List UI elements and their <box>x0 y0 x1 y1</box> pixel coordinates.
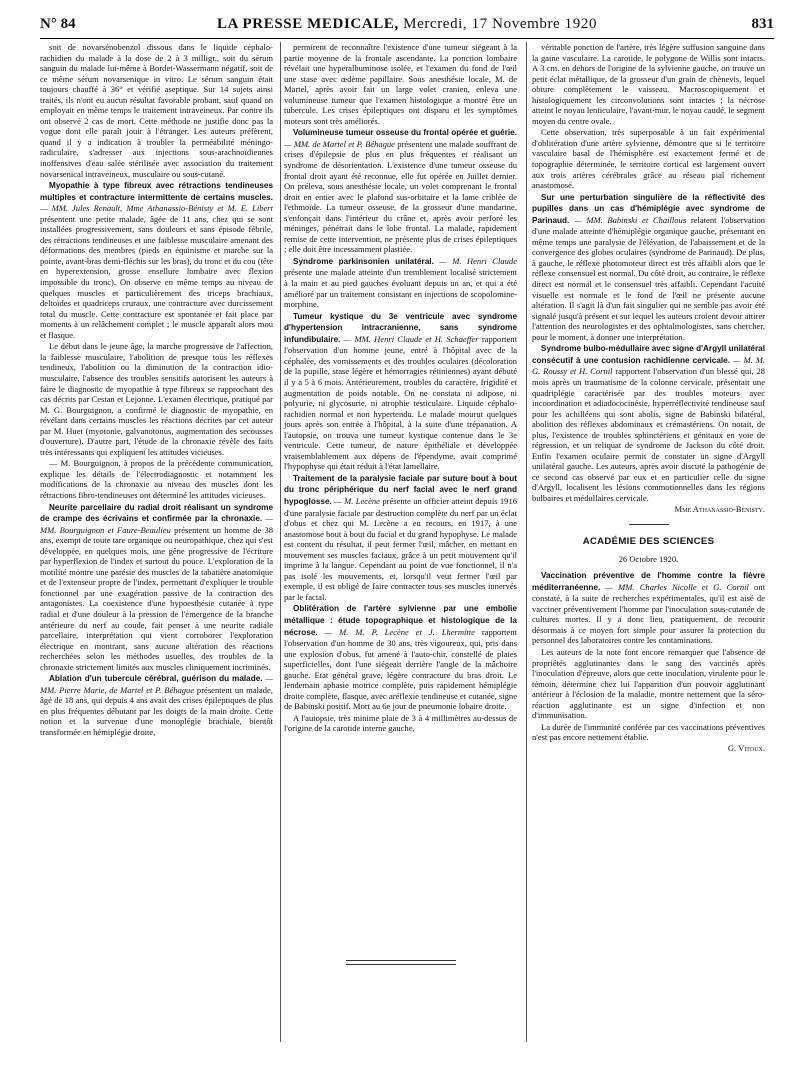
paragraph <box>284 311 517 472</box>
paragraph-text: présentent un homme de 38 ans, exempt de toute tare organique ou neuropathique, chez qui s'est développée, en quelques mois, une gêne progressive de l'écriture par hyperflexion de l'index et surtout du pouce. L'exploration de la motilité montre une parésie des muscles de la tabatière anatomique et de l'extenseur propre de l'index, permettant d'expliquer le trouble fonctionnel par une exagération passive de la contraction des antagonistes. La coexistence d'une hypoesthésie cutanée à type radial et d'une douleur à la pression de l'émergence de la branche antérieure du nerf au coude, fait penser à une neurite radiale parcellaire, interprétation qui vient corroborer l'exploration électrique en montrant, sans aucune altération des réactions recherchées selon les méthodes usuelles, des troubles de la chronaxie strictement limités aux muscles cliniquement incriminés. <box>40 524 273 672</box>
paragraph-text: permirent de reconnaître l'existence d'une tumeur siégeant à la partie moyenne de la frontale ascendante. La ponction lombaire révélait une hyperalbuminose isolée, et l'examen du fond de l'œil une stase avec œdème papillaire. Sous anesthésie locale, M. de Martel, après avoir fait un large volet cranien, enleva une volumineuse tumeur que l'examen histologique a montré être un tubercule. Les crises épileptiques ont disparu et les symptômes moteurs sont très améliorés. <box>284 42 517 126</box>
paragraph <box>40 458 273 500</box>
authors: — M. Lecène <box>331 495 380 506</box>
section-heading: ACADÉMIE DES SCIENCES <box>582 536 715 548</box>
authors: — MM. Pierre Marie, de Martel et P. Béhague <box>40 673 273 695</box>
paragraph <box>532 647 765 721</box>
paragraph-text: relatent l'observation d'une malade atteinte d'hémiplégie organique gauche, présentant en même temps une paralysie de l'élévation, de l'abaissement et de la convergence des globes oculaires (syndrome de Parinaud). De plus, à gauche, le réflexe photomoteur direct est très affaibli alors que le réflexe consensuel est normal. Du côté droit, au contraire, le réflexe direct est normal et le consensuel très affaibli. Cependant l'acuité visuelle est normale et le fond de l'œil ne présente aucune altération. Il s'agit là d'un fait singulier qui ne semble pas avoir été signalé jusqu'à présent et sur lequel les auteurs croient devoir attirer l'attention des neurologistes et des ophtalmologistes, sans chercher, pour le moment, à donner une interprétation. <box>532 214 765 342</box>
abstract-heading: Syndrome bulbo-médullaire avec signe d'Argyll unilatéral consécutif à une contusion rachidienne cervicale. <box>532 344 765 365</box>
paragraph-text: rapportent l'observation d'un blessé qui, 28 mois après un traumatisme de la colonne cervicale, présentait une quadriplégie caractérisée par des troubles moteurs avec incoordination et adiadococinésie, hyperréflectivité tendineuse sauf pour les achilléens qui sont abolis, signe de Babinski bilatéral, abolition des réflexes abdominaux et crémastériens. On notait, de plus, l'existence de troubles sphinctériens et génitaux en voie de régression, et un reliquat de syndrome de Jackson du côté droit. Enfin l'examen oculaire permit de constater un signe d'Argyll unilatéral gauche. Les auteurs, après avoir discuté la pathogénie de ce second cas observé par eux et en particulier celle du signe d'Argyll, localisent les lésions commotionnelles dans les régions bulbaires et médullaires cervicale. <box>532 366 765 503</box>
paragraph <box>284 42 517 126</box>
abstract-heading: Tumeur kystique du 3e ventricule avec syndrome d'hypertension intracranienne, sans syndrome infundibulaire. <box>284 311 517 344</box>
abstract-heading: Syndrome parkinsonien unilatéral. <box>293 256 434 266</box>
authors: — MM. Bourguignon et Faure-Beaulieu <box>40 513 273 535</box>
paragraph-text: Le début dans le jeune âge, la marche progressive de l'affection, la faiblesse musculaire, l'abolition de presque tous les réflexes tendineux, l'abolition ou la diminution de la contraction idio-musculaire, l'absence des troubles sensitifs autorisent les auteurs à faire le diagnostic de myopathie à type fibreux se rapprochant des cas décrits par Cestan et Lejonne. L'examen électrique, pratiqué par M. G. Bourguignon, a confirmé le diagnostic de myopathie, en révélant dans certains muscles les réactions décrites par cet auteur par M. Huet (myotonie, galvanotonus, augmentation des secousses d'ouverture). D'autre part, l'étude de la chronaxie révèle des faits très intéressants qui expliquent les attitudes vicieuses. <box>40 341 273 457</box>
paragraph <box>532 343 765 503</box>
abstract-heading: Volumineuse tumeur osseuse du frontal opérée et guérie. <box>293 128 517 138</box>
end-rule <box>346 964 456 965</box>
column-3-body <box>532 42 765 504</box>
paragraph-text: présente un officier atteint depuis 1916 d'une paralysie faciale par destruction complète du nerf par un éclat d'obus et chez qui M. Lecène a eu recours, en 1917, à une anastomose bout à bout du facial et du grand hypophyse. Le malade est content du résultat, il peut fermer l'œil, mâcher, en mettant en mouvement ses muscles faciaux, grâce à un petit mouvement qu'il imprime à la langue. Cependant au point de vue fonctionnel, il n'a pas isolé les mouvements, et, lorsqu'il veut fermer l'œil par exemple, il est obligé de faire contracter tous ses muscles innervés par le facial. <box>284 495 517 602</box>
academy-signature <box>532 743 765 754</box>
paragraph-text: Les auteurs de la note font encore remarquer que l'absence de propriétés agglutinantes dans le sang des vaccinés après l'inoculation d'épreuve, alors que cette inoculation, virulente pour le témoin, détermine chez lui l'apparition d'un pouvoir agglutinant antérieur à l'éclosion de la maladie, montre nettement que la séro-réaction agglutinante est un signe d'infection et non d'immunisation. <box>532 646 765 721</box>
paragraph-text: présentent un malade, âgé de 18 ans, qui depuis 4 ans avait des crises épileptiques de plus en plus fréquentes débutant par les doigts de la main droite. Cette notion et la survenue d'une monoplégie brachiale, bientôt transformée en hémiplégie droite, <box>40 684 273 737</box>
paragraph <box>40 180 273 340</box>
paragraph-text: soit de novarsénobenzol dissous dans le liquide céphalo-rachidien du malade à la dose de 2 à 3 milligr., soit du sérum sanguin du malade lui-même à Bordet-Wassermann négatif, soit de ce même sérum novarsenique in vitro. Le sérum sanguin était toujours chauffé à 36° et vérifié aseptique. Sur 14 sujets ainsi traités, ils n'ont eu aucun résultat favorable probant, sauf quand on employait en même temps le traitement intraveineux. Par contre ils ont observé 2 cas de mort. Cette méthode ne justifie donc pas la vogue dont elle paraît jouir à l'étranger. Les auteurs préfèrent, quand il y a indication à troubler la perméabilité méningo-radiculaire, s'adresser aux injections sous-arachnoïdiennes inoffensives d'eau salée stérilisée avec association du traitement novarsenical intraveineux, musculaire ou sous-cutané. <box>40 42 273 179</box>
header-rule <box>40 38 774 39</box>
authors: — M. Henri Claude <box>433 255 517 266</box>
end-rule <box>346 960 456 961</box>
paragraph-text: rapportent l'observation d'un homme jeune, entré à l'hôpital avec de la céphalée, des vomissements et des troubles oculaires (décoloration de la pupille, stase légère et hémorragies rétiniennes) ayant débuté il y a 5 à 6 mois. Antérieurement, troubles du caractère, frigidité et augmentation de poids notable. On ne constata ni adipose, ni polyurie, ni glycosurie, ni atrophie testiculaire. Liquide céphalo-rachidien normal et non hypertendu. Le malade mourut quelques jours après son entrée à l'hôpital, à la suite d'une trépanation. A l'autopsie, on trouva une tumeur kystique contenue dans le 3e ventricule. Cette tumeur, de nature épithéliale et développée vraisemblablement aux dépens de l'épendyme, avait comprimé l'hypophyse qui était réduit à l'état lamellaire. <box>284 333 517 472</box>
section-rule <box>629 524 669 525</box>
paragraph <box>284 713 517 734</box>
abstract-heading: Traitement de la paralysie faciale par suture bout à bout du tronc périphérique du nerf facial avec le nerf grand hypoglosse. <box>284 473 517 506</box>
paragraph-text: Cette observation, très superposable à un fait expérimental d'oblitération d'une artère sylvienne, démontre que si le territoire vasculaire basal de l'hémisphère est exactement fermé et de topographie déterminée, le territoire cortical est largement ouvert aux trois artères cérébrales grâce au réseau pial richement anastomosé. <box>532 127 765 191</box>
signature <box>532 504 765 515</box>
abstract-heading: Sur une perturbation singulière de la réflectivité des pupilles dans un cas d'hémiplégie avec syndrome de Parinaud. <box>532 192 765 225</box>
abstract-heading: Vaccination préventive de l'homme contre la fièvre méditerranéenne. <box>532 571 765 592</box>
paragraph <box>284 603 517 711</box>
authors: — MM. Babinski et Chaillous <box>569 214 687 225</box>
paragraph <box>532 570 765 646</box>
abstract-heading: Myopathie à type fibreux avec rétractions tendineuses multiples et contracture intermittente de certains muscles. <box>40 181 273 202</box>
authors: — MM. Jules Renault, Mme Athanassio-Bénisty et M. E. Libert <box>40 203 273 214</box>
paragraph <box>284 127 517 255</box>
paragraph <box>40 502 273 673</box>
paragraph-text: — M. Bourguignon, à propos de la précédente communication, explique les détails de l'électrodiagnostic et notamment les modifications de la chronaxie au niveau des muscles dont les rétractions fibro-tendineuses ont déterminé les attitudes vicieuses. <box>40 458 273 500</box>
academy-body <box>532 570 765 743</box>
paragraph <box>284 256 517 310</box>
paragraph <box>532 722 765 743</box>
issue-number: N° 84 <box>40 16 76 32</box>
authors: — MM. Henri Claude et H. Schaeffer <box>340 333 479 344</box>
paragraph <box>40 42 273 179</box>
abstract-heading: Oblitération de l'artère sylvienne par une embolie métallique : étude topographique et histologique de la nécrose. <box>284 604 517 637</box>
signature-text: Mme Athanassio-Bénisty. <box>674 503 765 514</box>
abstract-heading: Ablation d'un tubercule cérébral, guérison du malade. <box>49 674 263 684</box>
paragraph <box>532 42 765 126</box>
journal-title <box>40 16 774 33</box>
paragraph-text: A l'autopsie, très minime plaie de 3 à 4 millimètres au-dessus de l'origine de la carotide interne gauche, <box>284 712 517 734</box>
abstract-heading: Neurite parcellaire du radial droit réalisant un syndrome de crampe des écrivains et confirmée par la chronaxie. <box>40 502 273 524</box>
page-number: 831 <box>751 16 774 32</box>
paragraph-text: présentent une malade souffrant de crises d'épilepsie de plus en plus fréquentes et réalisant un syndrome de désorientation. L'existence d'une tumeur osseuse du frontal droit ayant été reconnue, elle fut opérée en Juillet dernier. On préleva, sous anesthésie locale, un volet comprenant le frontal droit en entier avec le plafond sus-orbitaire et la lame criblée de l'ethmoïde. La tumeur osseuse, de la grosseur d'une mandarine, s'enfonçait dans l'intérieur du crâne et, après avoir perforé les méninges, pénétrait dans le lobe frontal. La malade, rapidement remise de cette intervention, ne présente plus de crises épileptiques ; elle doit être incessamment plastiée. <box>284 138 518 255</box>
paragraph-text: présente une malade atteinte d'un tremblement localisé strictement à la main et au pied gauches évoluant depuis un an, et qui a été amélioré par un traitement consistant en injections de scopolomine-morphine. <box>284 267 517 310</box>
paragraph-text: rapportent l'observation d'un homme de 30 ans, très vigoureux, qui, pris dans une explosion d'obus, fut amené à l'auto-chir. constellé de plaies superficielles, dont l'une siégeait derrière l'angle de la mâchoire gauche. Etat général grave, légère contracture du bras droit. Le lendemain aphasie motrice complète, puis rapidement hémiplégie droite complète, flasque, avec aréflexie tendineuse et cutanée, signe de Babinski positif. Mort au 6e jour de pneumonie lobaire droite. <box>284 626 517 712</box>
authors: — M. M. P. Lecène et J. Lhermitte <box>317 626 475 637</box>
section-date: 26 Octobre 1920. <box>618 553 679 564</box>
paragraph <box>40 673 273 737</box>
page-header <box>40 14 774 36</box>
column-1 <box>40 42 273 738</box>
authors: — MM. de Martel et P. Béhague <box>284 138 395 149</box>
column-2 <box>284 42 517 734</box>
paragraph <box>532 127 765 190</box>
paragraph <box>284 473 517 603</box>
paragraph-text: véritable ponction de l'artère, très légère suffusion sanguine dans la gaine vasculaire. La carotide, le polygone de Willis sont intacts. A 3 cm. en dehors de l'origine de la sylvienne gauche, on trouve un petit éclat métallique, de la grosseur d'un grain de chènevis, lequel obture complètement le vaisseau. Macroscopiquement et histologiquement les circonvolutions sont intactes ; la nécrose atteint le noyau lenticulaire, l'avant-mur, le noyau caudé, le segment moyen du centre ovale. <box>532 42 765 126</box>
academy-signature-text: G. Vitoux. <box>727 742 765 753</box>
authors: — MM. Charles Nicolle et G. Cornil <box>600 581 749 592</box>
paragraph <box>532 192 765 343</box>
column-3 <box>532 42 765 753</box>
paragraph <box>40 341 273 457</box>
paragraph-text: ont constaté, à la suite de recherches expérimentales, qu'il est aisé de vacciner préventivement l'homme par l'inoculation sous-cutanée de cultures mortes. Il y a donc lieu, pratiquement, de recourir désormais à ce moyen fort simple pour assurer la protection du personnel des laboratoires contre les contaminations. <box>532 581 765 646</box>
journal-name: LA PRESSE MEDICALE, <box>216 16 399 32</box>
authors: — M. M. G. Roussy et H. Cornil <box>532 354 765 377</box>
column-divider <box>526 42 527 1042</box>
paragraph-text: La durée de l'immunité conférée par ces vaccinations préventives n'est pas encore nettement établie. <box>532 721 765 743</box>
column-divider <box>280 42 281 1042</box>
paragraph-text: présentent une petite malade, âgée de 11 ans, chez qui se sont installées progressivement, sans douleurs et sans épisode fébrile, des rétractions tendineuses et une faiblesse musculaire amenant des déformations des membres (pieds en équinisme et marche sur la pointe, avant-bras demi-fléchis sur les bras), du tronc et du cou (tête en hyperextension, grosse ensellure lombaire avec flexion impossible du tronc). On observe en même temps au niveau de quelques muscles et particulièrement des triceps brachiaux, deltoïdes et quadriceps cruraux, une contracture avec durcissement total du muscle. Cette contracture est spontanée et fait place par moments à un relâchement complet ; le muscle apparaît alors mou et flasque. <box>40 213 273 340</box>
issue-date: Mercredi, 17 Novembre 1920 <box>398 16 598 32</box>
